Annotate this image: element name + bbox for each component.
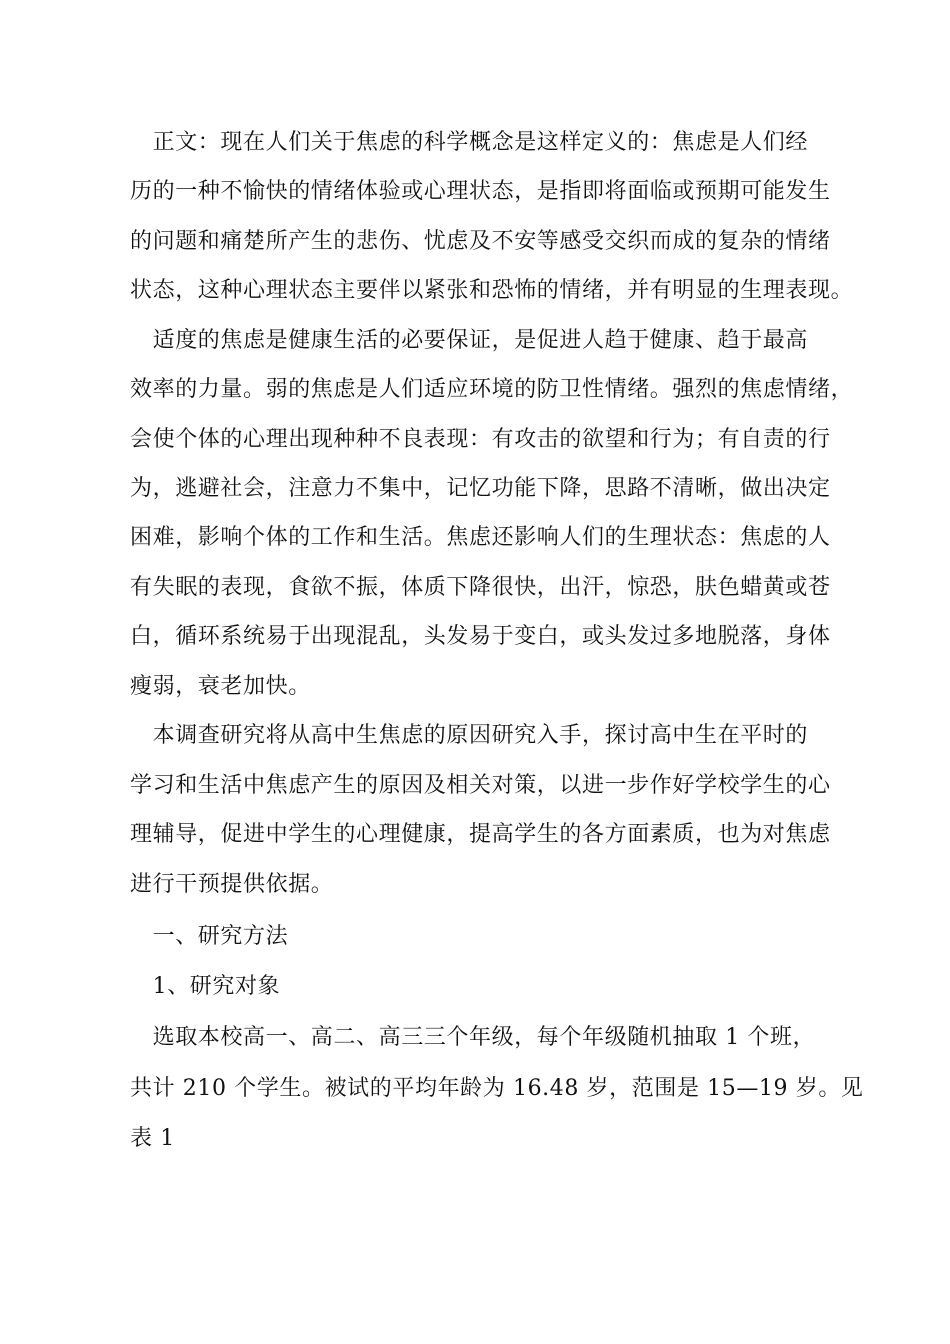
text-line: 会使个体的心理出现种种不良表现：有攻击的欲望和行为；有自责的行 [130,427,831,452]
text-line: 为，逃避社会，注意力不集中，记忆功能下降，思路不清晰，做出决定 [130,476,831,501]
text-line: 选取本校高一、高二、高三三个年级，每个年级随机抽取 1 个班， [130,1025,816,1050]
section-heading: 一、研究方法 [130,924,289,949]
text-line: 效率的力量。弱的焦虑是人们适应环境的防卫性情绪。强烈的焦虑情绪， [130,377,854,402]
text-line: 共计 210 个学生。被试的平均年龄为 16.48 岁，范围是 15—19 岁。见 [130,1076,864,1101]
text-line: 适度的焦虑是健康生活的必要保证，是促进人趋于健康、趋于最高 [130,328,809,353]
text-line: 白，循环系统易于出现混乱，头发易于变白，或头发过多地脱落，身体 [130,624,831,649]
text-line: 进行干预提供依据。 [130,872,334,897]
subsection-heading: 1、研究对象 [130,974,281,999]
text-line: 表 1 [130,1126,175,1151]
text-line: 状态，这种心理状态主要伴以紧张和恐怖的情绪，并有明显的生理表现。 [130,278,854,303]
text-line: 瘦弱，衰老加快。 [130,674,311,699]
text-line: 学习和生活中焦虑产生的原因及相关对策，以进一步作好学校学生的心 [130,773,831,798]
text-line: 理辅导，促进中学生的心理健康，提高学生的各方面素质，也为对焦虑 [130,822,831,847]
text-line: 困难，影响个体的工作和生活。焦虑还影响人们的生理状态：焦虑的人 [130,525,831,550]
text-line: 有失眠的表现，食欲不振，体质下降很快，出汗，惊恐，肤色蜡黄或苍 [130,575,831,600]
text-line: 本调查研究将从高中生焦虑的原因研究入手，探讨高中生在平时的 [130,723,809,748]
text-line: 历的一种不愉快的情绪体验或心理状态，是指即将面临或预期可能发生 [130,179,831,204]
text-line: 正文：现在人们关于焦虑的科学概念是这样定义的：焦虑是人们经 [130,130,809,155]
text-line: 的问题和痛楚所产生的悲伤、忧虑及不安等感受交织而成的复杂的情绪 [130,229,831,254]
